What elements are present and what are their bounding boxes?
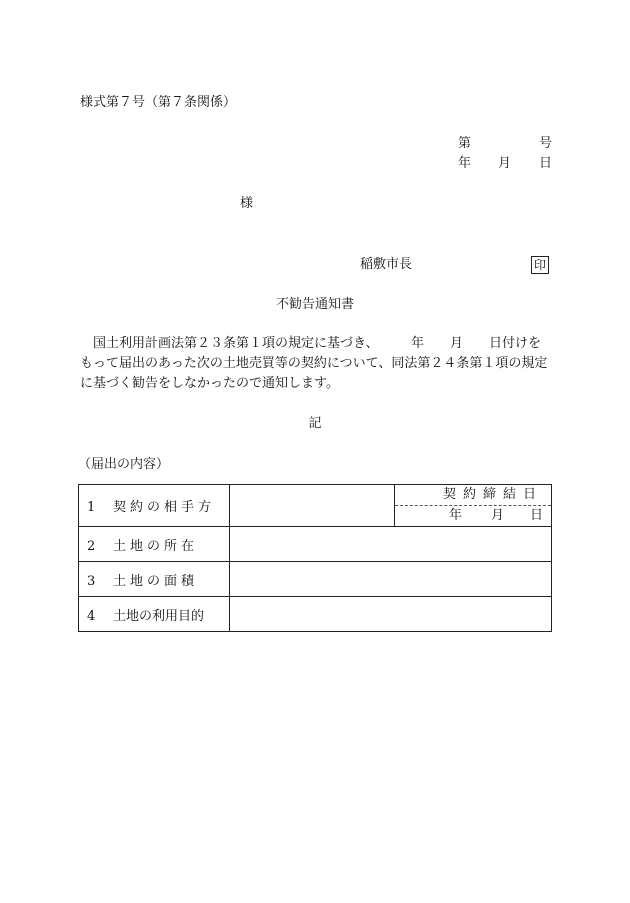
row-label-text: 土地の面積 bbox=[113, 573, 199, 589]
seal-mark: 印 bbox=[531, 256, 549, 274]
row-number: 2 bbox=[87, 538, 96, 554]
notification-contents-table bbox=[78, 484, 552, 632]
body-text bbox=[80, 334, 552, 394]
row-number: 1 bbox=[87, 500, 96, 515]
table-row bbox=[79, 562, 552, 597]
row-label bbox=[79, 527, 230, 562]
issue-date-day: 日 bbox=[538, 156, 552, 171]
document-title: 不勧告通知書 bbox=[275, 297, 354, 312]
issue-date-month: 月 bbox=[498, 156, 512, 171]
contract-date-label: 契約締結日 bbox=[395, 485, 551, 506]
contract-date-cell bbox=[395, 485, 552, 527]
contract-date-value bbox=[395, 506, 551, 526]
area-value bbox=[230, 562, 552, 597]
contract-date-year: 年 bbox=[449, 508, 463, 523]
table-row bbox=[79, 485, 552, 527]
body-paragraph: 国土利用計画法第２３条第１項の規定に基づき、 年 月 日付けをもって届出のあった次の土地売買等の契約について、同法第２４条第１項の規定に基づく勧告をしなかったので通知します。 bbox=[80, 336, 548, 391]
number-prefix: 第 bbox=[458, 136, 472, 151]
row-number: 4 bbox=[87, 608, 96, 624]
contract-date-day: 日 bbox=[529, 508, 543, 523]
table-row bbox=[79, 527, 552, 562]
row-label bbox=[79, 485, 230, 527]
number-suffix: 号 bbox=[538, 136, 552, 151]
row-label-text: 土地の所在 bbox=[113, 538, 199, 554]
contract-date-month: 月 bbox=[491, 508, 505, 523]
addressee: 様 bbox=[240, 196, 254, 211]
land-use-value bbox=[230, 597, 552, 632]
counterparty-value bbox=[230, 485, 395, 527]
row-label-text: 契約の相手方 bbox=[113, 500, 216, 515]
table-row bbox=[79, 597, 552, 632]
ki-heading: 記 bbox=[308, 416, 322, 431]
issuer-name: 稲敷市長 bbox=[360, 257, 413, 272]
issue-date-year: 年 bbox=[458, 156, 472, 171]
row-label bbox=[79, 562, 230, 597]
location-value bbox=[230, 527, 552, 562]
row-number: 3 bbox=[87, 573, 96, 589]
section-label: （届出の内容） bbox=[78, 457, 170, 472]
form-number: 様式第７号（第７条関係） bbox=[80, 95, 237, 110]
row-label-text: 土地の利用目的 bbox=[113, 608, 205, 624]
row-label bbox=[79, 597, 230, 632]
